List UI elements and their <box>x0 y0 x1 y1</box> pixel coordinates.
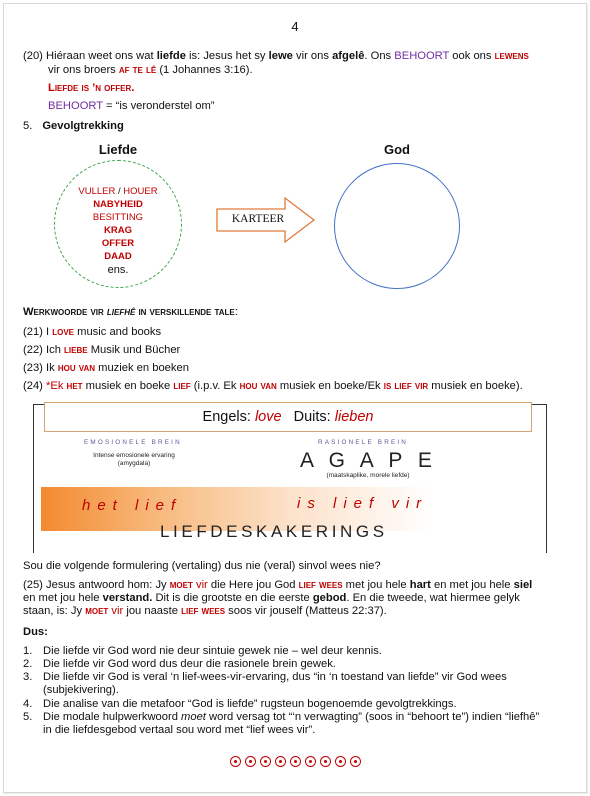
decorative-divider <box>0 754 590 772</box>
text-bold: afgelê <box>332 50 365 62</box>
verbs-heading <box>23 306 238 320</box>
text: en met jou hele <box>23 592 103 604</box>
para-25-line-1 <box>23 579 532 593</box>
flower-icon <box>335 756 346 767</box>
emotional-brain-sub2: (amygdala) <box>117 460 151 467</box>
text-red-smallcaps: moet <box>85 605 109 617</box>
text-red-smallcaps: het <box>66 380 83 392</box>
text-bold: liefde <box>156 50 186 62</box>
text: vir ons broers <box>48 64 119 76</box>
flower-icon <box>290 756 301 767</box>
question: Sou die volgende formulering (vertaling) dus nie (veral) sinvol wees nie? <box>23 560 381 572</box>
circle-item-daad: DAAD <box>104 251 132 262</box>
agape-label: A G A P E <box>300 449 437 472</box>
flower-icon <box>305 756 316 767</box>
text-red-smallcaps: is lief vir <box>383 380 429 392</box>
text: (21) I <box>23 326 53 338</box>
circle-item-besitting: BESITTING <box>92 212 144 223</box>
circle-item-ens: ens. <box>107 264 129 276</box>
text: (24) <box>23 380 47 392</box>
text: (23) Ik <box>23 362 58 374</box>
text-italic: liefhê <box>106 306 136 318</box>
section-5-heading <box>23 120 124 134</box>
het-lief-label: het lief <box>82 497 183 514</box>
text-red-smallcaps: lewens <box>494 50 529 62</box>
text: musiek en boeke). <box>428 380 523 392</box>
para-25-line-2 <box>23 592 520 606</box>
god-circle <box>334 163 460 289</box>
diagram-left-title: Liefde <box>98 142 138 157</box>
text-red-smallcaps: hou van <box>57 362 96 374</box>
text: . En die tweede, wat hiermee gelyk <box>346 592 520 604</box>
language-box <box>44 402 532 432</box>
item-vuller: VULLER <box>78 186 116 197</box>
text-bold: verstand. <box>102 592 153 604</box>
emotional-brain-title: EMOSIONELE BREIN <box>84 439 182 446</box>
agape-sub: (maatskaplike, morele liefde) <box>326 472 410 479</box>
conclusion-3-num: 3. <box>23 671 33 683</box>
text: Dit is die grootste en die eerste <box>152 592 313 604</box>
text-red-italic: lieben <box>334 409 374 425</box>
flower-icon <box>350 756 361 767</box>
text-purple: BEHOORT <box>48 100 103 112</box>
text: (i.p.v. Ek <box>190 380 240 392</box>
emotional-brain-sub1: Intense emosionele ervaring <box>93 452 175 459</box>
dus-heading: Dus: <box>23 626 48 638</box>
conclusion-2-num: 2. <box>23 658 33 670</box>
text-red: vir <box>195 579 208 591</box>
rational-brain-title: RASIONELE BREIN <box>318 439 409 446</box>
conclusion-1-num: 1. <box>23 645 33 657</box>
item-houer: HOUER <box>123 186 158 197</box>
text-bold: gebod <box>312 592 347 604</box>
conclusion-5-line-2: in die liefdesgebod vertaal sou word met “lief wees vir”. <box>43 724 316 736</box>
para-20-behoort <box>48 100 215 114</box>
text-red-smallcaps: love <box>52 326 75 338</box>
text: muziek en boeken <box>95 362 189 374</box>
flower-icon <box>245 756 256 767</box>
text: is: Jesus het sy <box>185 50 269 62</box>
example-21 <box>23 326 161 340</box>
text-red-italic: love <box>254 409 282 425</box>
text: vir ons <box>292 50 333 62</box>
conclusion-3-line-1: Die liefde vir God is veral ‘n lief-wees-vir-ervaring, dus “in ‘n toestand van liefde” vir God wees <box>43 671 507 683</box>
flower-icon <box>320 756 331 767</box>
conclusion-4: Die analise van die metafoor “God is liefde” rugsteun bogenoemde gevolgtrekkings. <box>43 698 457 710</box>
example-23 <box>23 362 189 376</box>
item-slash: / <box>118 186 121 197</box>
text: Engels: <box>202 409 255 425</box>
text: met jou hele <box>342 579 410 591</box>
para-20-offer: Liefde is ’n offer. <box>48 82 135 94</box>
circle-item-nabyheid: NABYHEID <box>93 199 143 210</box>
circle-item-krag: KRAG <box>104 225 132 236</box>
text-bold: hart <box>409 579 431 591</box>
circle-item-vuller-houer <box>54 185 182 198</box>
text: die Here jou God <box>207 579 299 591</box>
text: Musik und Bücher <box>87 344 181 356</box>
text: = “is veronderstel om” <box>102 100 215 112</box>
text: (25) Jesus antwoord hom: Jy <box>23 579 170 591</box>
text-italic: moet <box>181 711 206 723</box>
text: staan, is: Jy <box>23 605 86 617</box>
conclusion-1: Die liefde vir God word nie deur sintuie gewek nie – wel deur kennis. <box>43 645 382 657</box>
flower-icon <box>230 756 241 767</box>
conclusion-5-num: 5. <box>23 711 33 723</box>
page-number: 4 <box>291 19 299 34</box>
text-bold: lewe <box>268 50 293 62</box>
text-red-smallcaps: af te lê <box>118 64 157 76</box>
text-red: *Ek <box>46 380 67 392</box>
example-24 <box>23 380 523 394</box>
para-20-line-2 <box>48 64 253 78</box>
text: (22) Ich <box>23 344 65 356</box>
circle-item-offer: OFFER <box>101 238 135 249</box>
text-red-smallcaps: liebe <box>64 344 88 356</box>
text: Duits: <box>281 409 335 425</box>
text: Die modale hulpwerkwoord <box>43 711 182 723</box>
text-red-smallcaps: lief <box>173 380 191 392</box>
conclusion-4-num: 4. <box>23 698 33 710</box>
text: jou naaste <box>123 605 182 617</box>
text: : <box>234 306 238 318</box>
section-title: Gevolgtrekking <box>42 120 124 132</box>
text: musiek en boeke/Ek <box>276 380 384 392</box>
flower-icon <box>260 756 271 767</box>
text: (1 Johannes 3:16). <box>156 64 253 76</box>
text: en met jou hele <box>430 579 514 591</box>
text-red-smallcaps: lief wees <box>298 579 343 591</box>
text: musiek en boeke <box>82 380 174 392</box>
text: soos vir jouself (Matteus 22:37). <box>225 605 387 617</box>
is-lief-vir-label: is lief vir <box>297 495 429 512</box>
text-purple: BEHOORT <box>394 50 450 62</box>
text-red-smallcaps: hou van <box>239 380 277 392</box>
conclusion-5-line-1 <box>43 711 539 725</box>
text: Werkwoorde vir <box>23 306 107 318</box>
text: in verskillende tale <box>135 306 235 318</box>
example-22 <box>23 344 180 358</box>
flower-icon <box>275 756 286 767</box>
karteer-label: KARTEER <box>231 213 285 225</box>
text: music and books <box>74 326 162 338</box>
text: word versag tot “‘n verwagting” (soos in “behoort te”) indien “liefhê” <box>205 711 540 723</box>
diagram-right-title: God <box>384 142 410 157</box>
liefdeskakerings-label: LIEFDESKAKERINGS <box>160 522 388 541</box>
text: (20) Hiéraan weet ons wat <box>23 50 157 62</box>
section-number: 5. <box>23 120 33 132</box>
conclusion-2: Die liefde vir God word dus deur die rasionele brein gewek. <box>43 658 336 670</box>
text-red: vir <box>111 605 124 617</box>
para-25-line-3 <box>23 605 387 619</box>
conclusion-3-line-2: (subjekivering). <box>43 684 119 696</box>
text-bold: siel <box>513 579 533 591</box>
text-red-smallcaps: lief wees <box>181 605 226 617</box>
text: . Ons <box>364 50 395 62</box>
para-20-line-1 <box>23 50 529 64</box>
text: ook ons <box>449 50 495 62</box>
text-red-smallcaps: moet <box>169 579 193 591</box>
